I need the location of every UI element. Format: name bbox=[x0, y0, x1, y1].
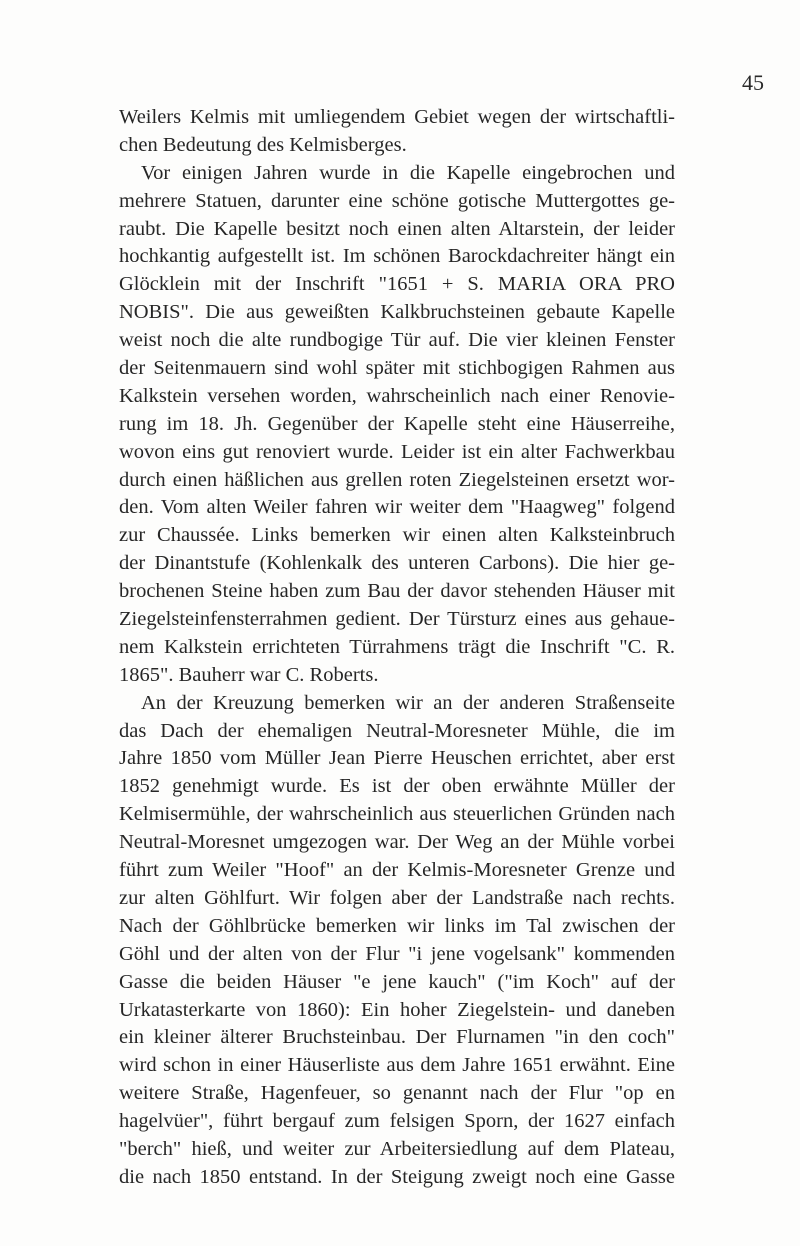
text-line: brochenen Steine haben zum Bau der davor stehenden Häuser mit bbox=[119, 580, 675, 603]
text-line: Gasse die beiden Häuser "e jene kauch" ("im Koch" auf der bbox=[119, 970, 675, 993]
text-line: das Dach der ehemaligen Neutral-Moresneter Mühle, die im bbox=[119, 719, 675, 742]
text-line: "berch" hieß, und weiter zur Arbeitersiedlung auf dem Plateau, bbox=[119, 1137, 675, 1160]
text-line: raubt. Die Kapelle besitzt noch einen alten Altarstein, der leider bbox=[119, 217, 675, 240]
text-line: zur alten Göhlfurt. Wir folgen aber der Landstraße nach rechts. bbox=[119, 886, 675, 909]
text-line: Nach der Göhlbrücke bemerken wir links im Tal zwischen der bbox=[119, 914, 675, 937]
text-line: Göhl und der alten von der Flur "i jene vogelsank" kommenden bbox=[119, 942, 675, 965]
text-line: weitere Straße, Hagenfeuer, so genannt nach der Flur "op en bbox=[119, 1082, 675, 1105]
text-line: chen Bedeutung des Kelmisberges. bbox=[119, 133, 407, 156]
text-line: wovon eins gut renoviert wurde. Leider ist ein alter Fachwerkbau bbox=[119, 440, 675, 463]
text-line: der Seitenmauern sind wohl später mit stichbogigen Rahmen aus bbox=[119, 357, 675, 380]
paragraph-1 bbox=[119, 104, 675, 160]
body-text bbox=[119, 104, 675, 1192]
text-line: hochkantig aufgestellt ist. Im schönen Barockdachreiter hängt ein bbox=[119, 245, 675, 268]
text-line: die nach 1850 entstand. In der Steigung zweigt noch eine Gasse bbox=[119, 1165, 675, 1188]
text-line: weist noch die alte rundbogige Tür auf. Die vier kleinen Fenster bbox=[119, 329, 675, 352]
text-line: Jahre 1850 vom Müller Jean Pierre Heuschen errichtet, aber erst bbox=[119, 747, 675, 770]
text-line: zur Chaussée. Links bemerken wir einen alten Kalksteinbruch bbox=[119, 524, 675, 547]
text-line: mehrere Statuen, darunter eine schöne gotische Muttergottes ge- bbox=[119, 189, 675, 212]
text-line: Kelmisermühle, der wahrscheinlich aus steuerlichen Gründen nach bbox=[119, 803, 675, 826]
page-number: 45 bbox=[742, 70, 764, 95]
text-line: 1852 genehmigt wurde. Es ist der oben erwähnte Müller der bbox=[119, 775, 675, 798]
text-line: führt zum Weiler "Hoof" an der Kelmis-Moresneter Grenze und bbox=[119, 859, 675, 882]
text-line: 1865". Bauherr war C. Roberts. bbox=[119, 663, 379, 686]
text-line: den. Vom alten Weiler fahren wir weiter dem "Haagweg" folgend bbox=[119, 496, 675, 519]
text-line: An der Kreuzung bemerken wir an der anderen Straßenseite bbox=[141, 691, 675, 714]
text-line: Vor einigen Jahren wurde in die Kapelle eingebrochen und bbox=[141, 161, 675, 184]
text-line: durch einen häßlichen aus grellen roten Ziegelsteinen ersetzt wor- bbox=[119, 468, 675, 491]
text-line: Weilers Kelmis mit umliegendem Gebiet wegen der wirtschaftli- bbox=[119, 106, 675, 128]
paragraph-3 bbox=[119, 690, 675, 1192]
text-line: hagelvüer", führt bergauf zum felsigen Sporn, der 1627 einfach bbox=[119, 1110, 675, 1133]
text-line: der Dinantstufe (Kohlenkalk des unteren Carbons). Die hier ge- bbox=[119, 552, 675, 575]
text-line: Urkatasterkarte von 1860): Ein hoher Ziegelstein- und daneben bbox=[119, 998, 675, 1021]
text-line: Kalkstein versehen worden, wahrscheinlich nach einer Renovie- bbox=[119, 384, 675, 407]
text-line: wird schon in einer Häuserliste aus dem Jahre 1651 erwähnt. Eine bbox=[119, 1054, 675, 1077]
text-line: Glöcklein mit der Inschrift "1651 + S. MARIA ORA PRO bbox=[119, 273, 675, 296]
text-line: Ziegelsteinfensterrahmen gedient. Der Türsturz eines aus gehaue- bbox=[119, 608, 675, 631]
text-line: nem Kalkstein errichteten Türrahmens trägt die Inschrift "C. R. bbox=[119, 635, 675, 658]
paragraph-2 bbox=[119, 160, 675, 690]
text-line: rung im 18. Jh. Gegenüber der Kapelle steht eine Häuserreihe, bbox=[119, 412, 675, 435]
text-line: NOBIS". Die aus geweißten Kalkbruchsteinen gebaute Kapelle bbox=[119, 301, 675, 324]
text-line: Neutral-Moresnet umgezogen war. Der Weg an der Mühle vorbei bbox=[119, 831, 675, 854]
text-line: ein kleiner älterer Bruchsteinbau. Der Flurnamen "in den coch" bbox=[119, 1026, 675, 1049]
